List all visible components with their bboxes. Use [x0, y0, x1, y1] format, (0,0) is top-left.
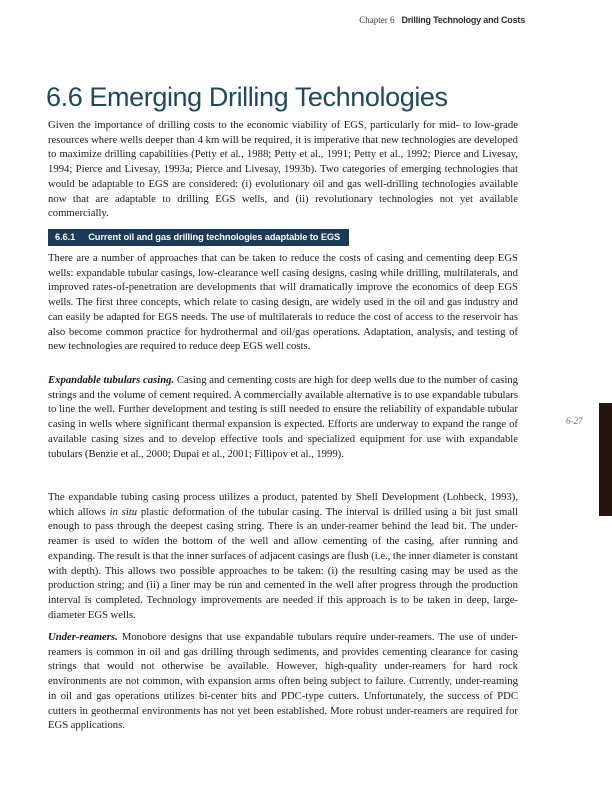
running-header [359, 15, 525, 25]
section-paragraph: There are a number of approaches that can be taken to reduce the costs of casing and cementing deep EGS wells: expandable tubular casings, low-clearance well casing designs, casing while drilling, multilaterals, and improved rates-of-penetration are developments that will dramatically improve the economics of deep EGS wells. The first three concepts, which relate to casing design, are widely used in the oil and gas industry and can easily be adapted for EGS needs. The use of multilaterals to reduce the cost of access to the reservoir has also become common practice for hydrothermal and oil/gas operations. Adaptation, analysis, and testing of new technologies are required to reduce deep EGS well costs. [48, 252, 518, 353]
expandable-process-paragraph [48, 490, 518, 622]
under-reamers-text: Monobore designs that use expandable tubulars require under-reamers. The use of under-reamers is common in oil and gas drilling through sediments, and provides cementing clearance for casing strings that would not otherwise be available. However, high-quality under-reamers for hard rock environments are not common, with expansion arms often being subject to failure. Currently, under-reaming in oil and gas operations utilizes bi-center bits and PDC-type cutters. Unfortunately, the success of PDC cutters in geothermal environments has not yet been established. More robust under-reamers are required for EGS applications. [48, 631, 518, 732]
section-number: 6.6.1 [55, 232, 76, 242]
expandable-tubulars-text: Casing and cementing costs are high for deep wells due to the number of casing strings and the volume of cement required. A commercially available alternative is to use expandable tubulars to line the well. Further development and testing is still needed to ensure the reliability of expandable tubular casing in wells where significant thermal expansion is expected. Efforts are underway to expand the range of available casing sizes and to develop effective tools and specialized equipment for use with expandable tubulars (Benzie et al., 2000; Dupai et al., 2001; Fillipov et al., 1999). [48, 374, 518, 460]
chapter-label: Chapter 6 [359, 15, 395, 25]
under-reamers-paragraph [48, 630, 518, 733]
under-reamers-lead: Under-reamers. [48, 631, 118, 643]
expandable-process-text-after: plastic deformation of the tubular casing. The interval is drilled using a bit just small enough to pass through the deepest casing string. There is an under-reamer behind the lead bit. The under-reamer is used to widen the bottom of the well and allow cementing of the casing, after running and expanding. The result is that the inner surfaces of adjacent casings are flush (i.e., the inner diameter is constant with depth). This allows two possible approaches to be taken: (i) the resulting casing may be used as the production string; and (ii) a liner may be run and cemented in the well after progress through the production interval is completed. Technology improvements are needed if this approach is to be taken in deep, large-diameter EGS wells. [48, 505, 518, 621]
page-title: 6.6 Emerging Drilling Technologies [46, 82, 448, 112]
page-number: 6-27 [566, 416, 583, 426]
section-heading-bar [48, 229, 349, 246]
chapter-title: Drilling Technology and Costs [401, 15, 525, 25]
intro-paragraph: Given the importance of drilling costs to the economic viability of EGS, particularly for mid- to low-grade resources where wells deeper than 4 km will be required, it is imperative that new technologies are developed to maximize drilling capabilities (Petty et al., 1988; Petty et al., 1991; Petty et al., 1992; Pierce and Livesay, 1994; Pierce and Livesay, 1993a; Pierce and Livesay, 1993b). Two categories of emerging technologies that would be adaptable to EGS are considered: (i) evolutionary oil and gas well-drilling technologies available now that are adaptable to drilling EGS wells, and (ii) revolutionary technologies not yet available commercially. [48, 119, 518, 220]
chapter-edge-tab [599, 403, 612, 516]
expandable-tubulars-lead: Expandable tubulars casing. [48, 374, 175, 386]
in-situ-italic: in situ [109, 505, 138, 518]
section-heading: Current oil and gas drilling technologies adaptable to EGS [88, 232, 341, 242]
expandable-tubulars-paragraph [48, 373, 518, 461]
expandable-process-text-before: The expandable tubing casing process utilizes a product, patented by Shell Development (Lohbeck, 1993), which allows [48, 491, 518, 518]
